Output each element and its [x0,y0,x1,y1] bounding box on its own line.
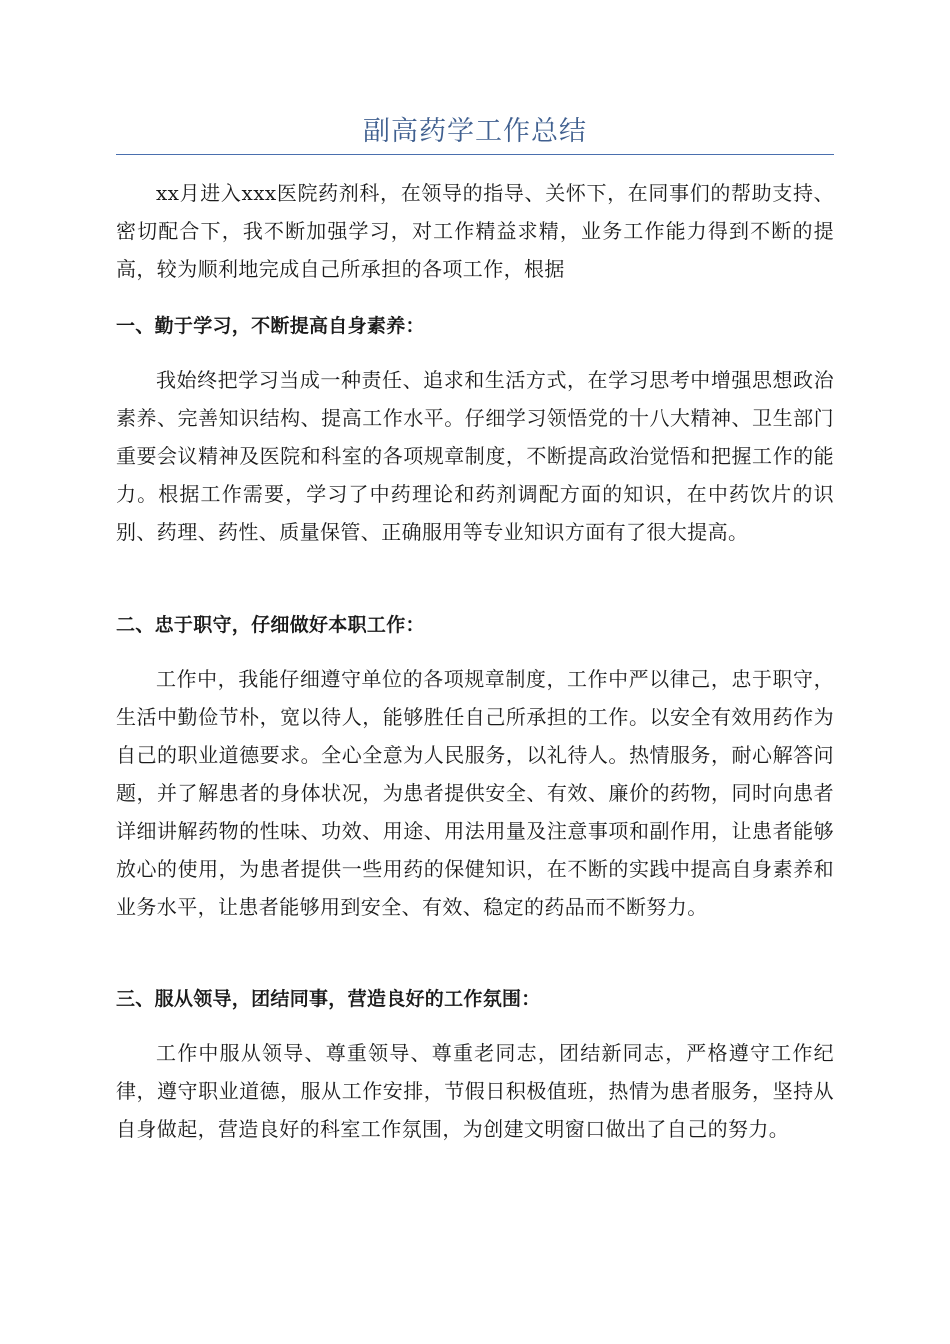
document-title: 副高药学工作总结 [363,116,587,147]
title-underline [116,154,834,155]
intro-paragraph: xx月进入xxx医院药剂科，在领导的指导、关怀下，在同事们的帮助支持、密切配合下，我不断加强学习，对工作精益求精，业务工作能力得到不断的提高，较为顺利地完成自己所承担的各项工作，根据 [116,181,834,281]
section-body-2: 工作中，我能仔细遵守单位的各项规章制度，工作中严以律己，忠于职守，生活中勤俭节朴，宽以待人，能够胜任自己所承担的工作。以安全有效用药作为自己的职业道德要求。全心全意为人民服务，以礼待人。热情服务，耐心解答问题，并了解患者的身体状况，为患者提供安全、有效、廉价的药物，同时向患者详细讲解药物的性味、功效、用途、用法用量及注意事项和副作用，让患者能够放心的使用，为患者提供一些用药的保健知识，在不断的实践中提高自身素养和业务水平，让患者能够用到安全、有效、稳定的药品而不断努力。 [116,667,834,919]
section-heading-2: 二、忠于职守，仔细做好本职工作： [116,614,425,636]
section-heading-3: 三、服从领导，团结同事，营造良好的工作氛围： [116,988,541,1010]
section-heading-1: 一、勤于学习，不断提高自身素养： [116,315,425,337]
section-body-3: 工作中服从领导、尊重领导、尊重老同志，团结新同志，严格遵守工作纪律，遵守职业道德，服从工作安排，节假日积极值班，热情为患者服务，坚持从自身做起，营造良好的科室工作氛围，为创建文明窗口做出了自己的努力。 [116,1041,834,1141]
section-body-1: 我始终把学习当成一种责任、追求和生活方式，在学习思考中增强思想政治素养、完善知识结构、提高工作水平。仔细学习领悟党的十八大精神、卫生部门重要会议精神及医院和科室的各项规章制度，不断提高政治觉悟和把握工作的能力。根据工作需要，学习了中药理论和药剂调配方面的知识，在中药饮片的识别、药理、药性、质量保管、正确服用等专业知识方面有了很大提高。 [116,368,834,544]
